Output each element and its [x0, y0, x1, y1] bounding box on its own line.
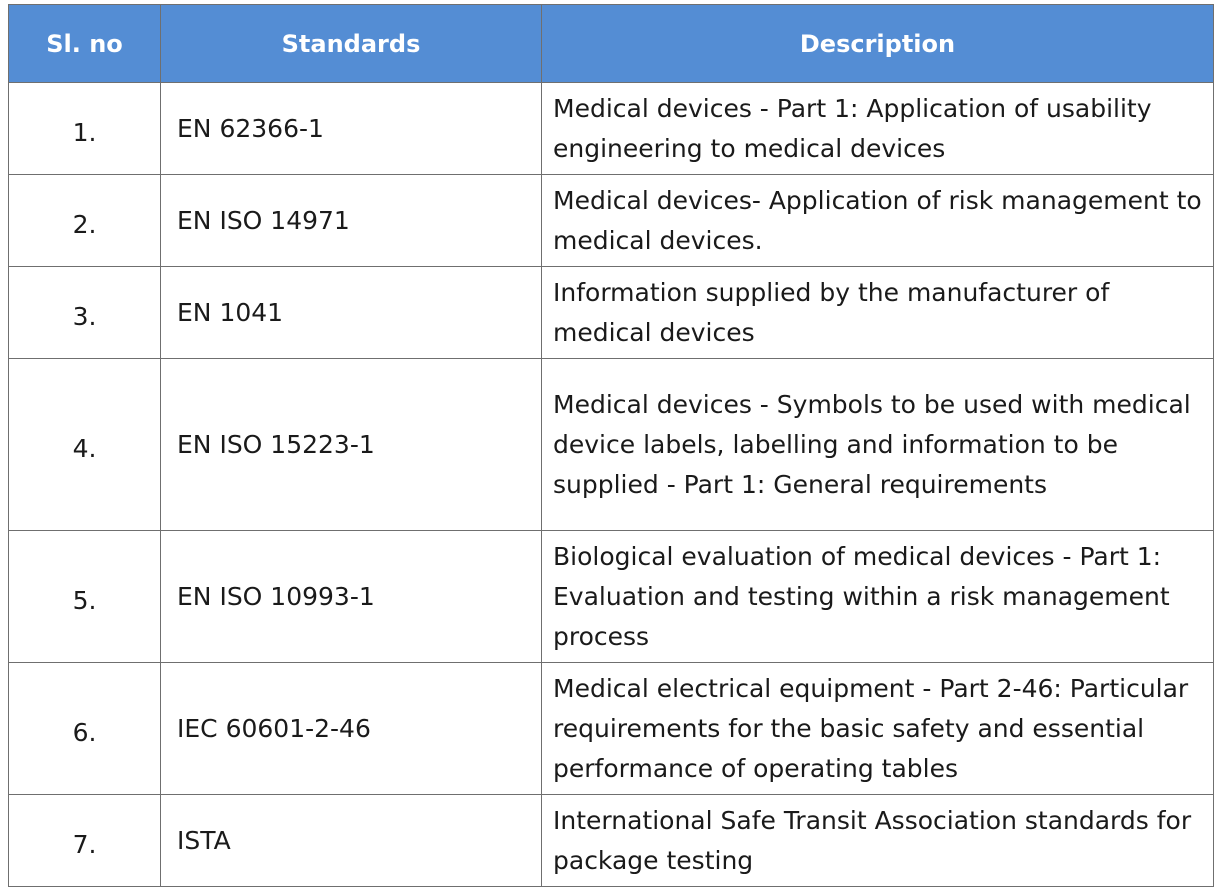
cell-description: Medical electrical equipment - Part 2-46: Particular requirements for the basic safety and essential performance of operating tables — [542, 663, 1214, 795]
table-row — [9, 83, 1214, 175]
standards-table — [8, 4, 1214, 887]
cell-sl-no: 6. — [9, 663, 161, 795]
table-row — [9, 663, 1214, 795]
cell-standard: EN ISO 10993-1 — [161, 531, 542, 663]
cell-sl-no: 7. — [9, 795, 161, 887]
table-row — [9, 795, 1214, 887]
table-header — [9, 5, 1214, 83]
cell-sl-no: 5. — [9, 531, 161, 663]
cell-standard: EN ISO 15223-1 — [161, 359, 542, 531]
header-description: Description — [542, 5, 1214, 83]
cell-sl-no: 1. — [9, 83, 161, 175]
cell-description: Medical devices - Part 1: Application of usability engineering to medical devices — [542, 83, 1214, 175]
cell-standard: ISTA — [161, 795, 542, 887]
cell-description: Medical devices - Symbols to be used with medical device labels, labelling and information to be supplied - Part 1: General requirements — [542, 359, 1214, 531]
cell-description: Biological evaluation of medical devices - Part 1: Evaluation and testing within a risk management process — [542, 531, 1214, 663]
cell-description: Information supplied by the manufacturer of medical devices — [542, 267, 1214, 359]
cell-standard: EN 1041 — [161, 267, 542, 359]
cell-standard: IEC 60601-2-46 — [161, 663, 542, 795]
header-sl-no: Sl. no — [9, 5, 161, 83]
cell-description: International Safe Transit Association standards for package testing — [542, 795, 1214, 887]
header-row — [9, 5, 1214, 83]
table-row — [9, 359, 1214, 531]
cell-standard: EN 62366-1 — [161, 83, 542, 175]
table-row — [9, 175, 1214, 267]
table-row — [9, 531, 1214, 663]
cell-sl-no: 3. — [9, 267, 161, 359]
cell-standard: EN ISO 14971 — [161, 175, 542, 267]
table-row — [9, 267, 1214, 359]
cell-description: Medical devices- Application of risk management to medical devices. — [542, 175, 1214, 267]
cell-sl-no: 2. — [9, 175, 161, 267]
header-standards: Standards — [161, 5, 542, 83]
table-body — [9, 83, 1214, 887]
cell-sl-no: 4. — [9, 359, 161, 531]
